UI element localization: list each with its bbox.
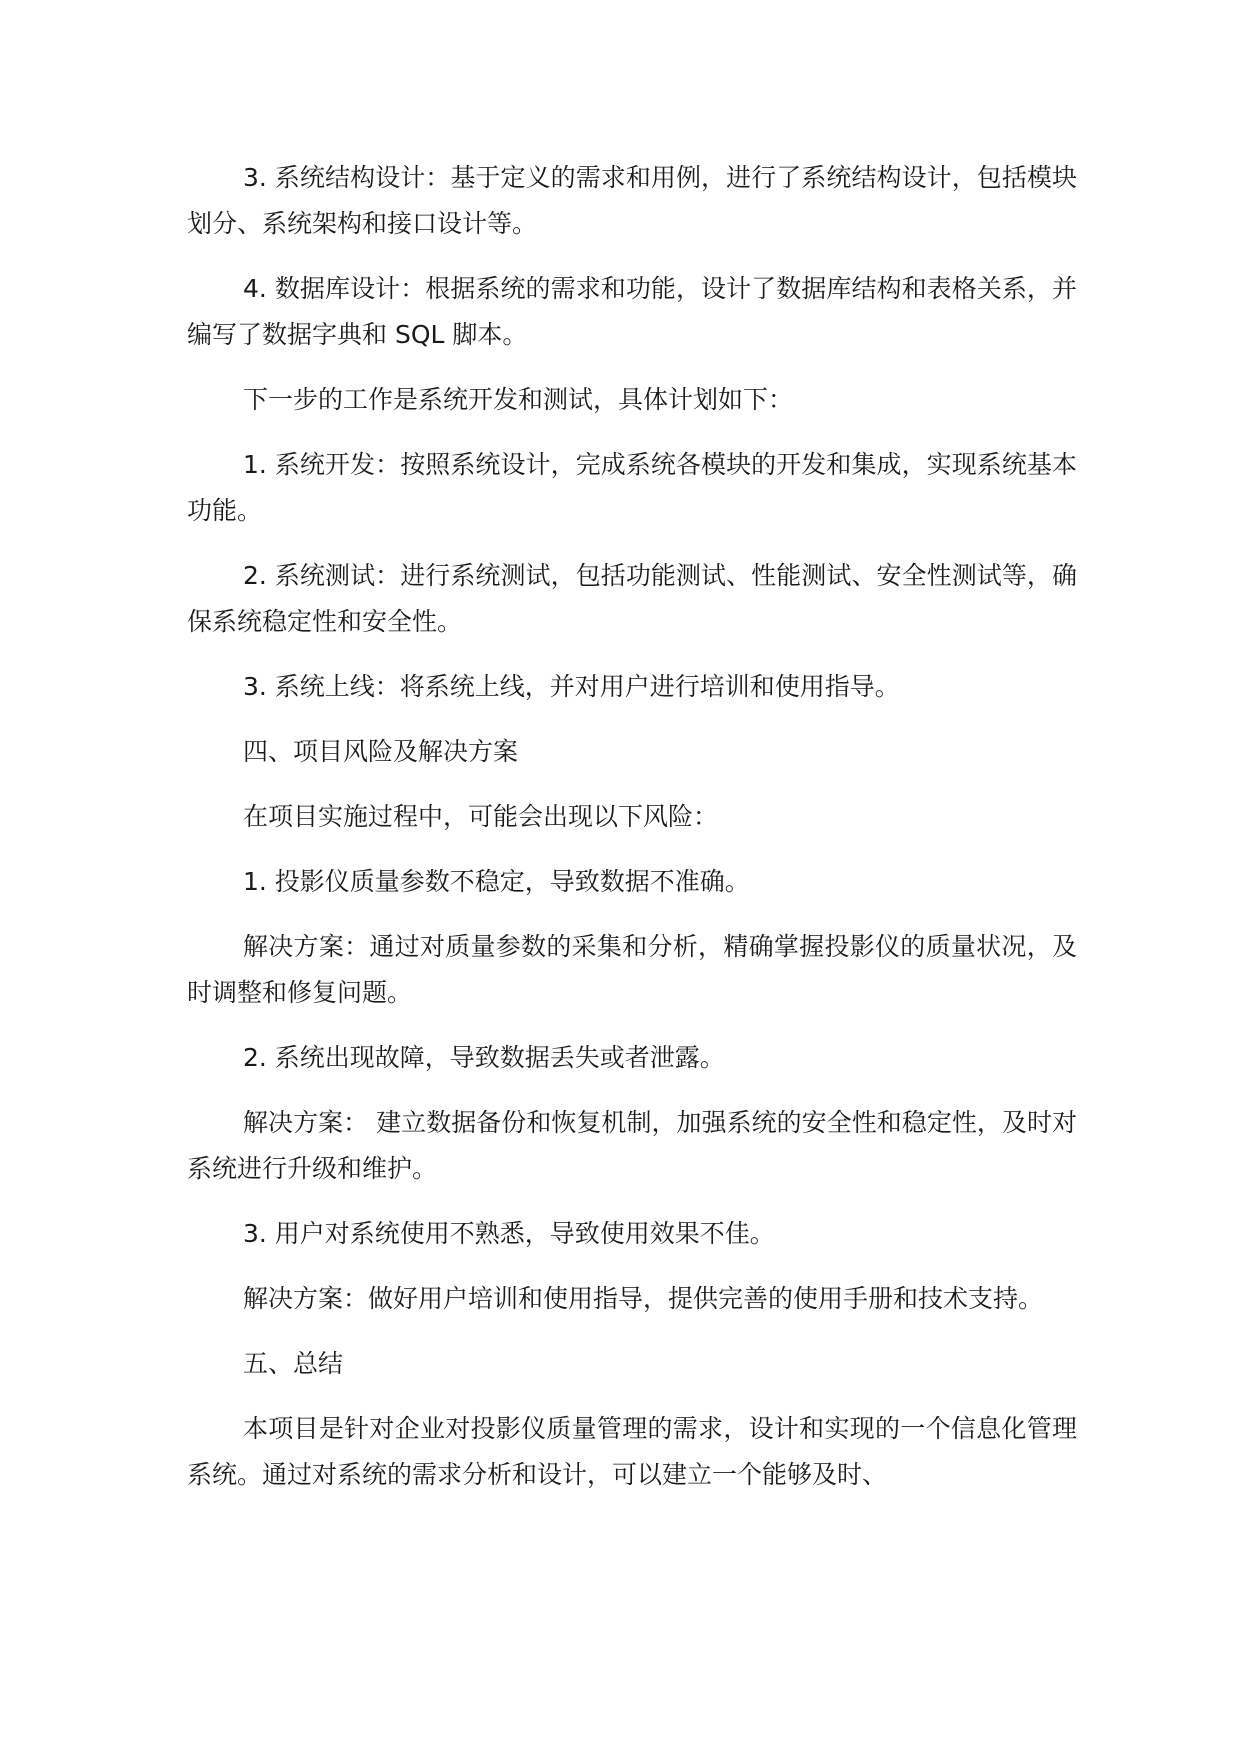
paragraph-system-structure-design: 3. 系统结构设计：基于定义的需求和用例，进行了系统结构设计，包括模块划分、系统架构和接口设计等。 <box>187 163 1077 238</box>
paragraph-database-design: 4. 数据库设计：根据系统的需求和功能，设计了数据库结构和表格关系，并编写了数据字典和 SQL 脚本。 <box>187 274 1077 349</box>
document-body <box>187 155 1077 1517</box>
section-heading-risks: 四、项目风险及解决方案 <box>243 737 519 766</box>
paragraph-risks-intro: 在项目实施过程中，可能会出现以下风险： <box>243 802 719 831</box>
paragraph-risk-1: 1. 投影仪质量参数不稳定，导致数据不准确。 <box>243 867 750 896</box>
paragraph-risk-3: 3. 用户对系统使用不熟悉，导致使用效果不佳。 <box>243 1219 775 1248</box>
section-heading-summary: 五、总结 <box>243 1349 344 1378</box>
paragraph-solution-1: 解决方案：通过对质量参数的采集和分析，精确掌握投影仪的质量状况，及时调整和修复问题。 <box>187 932 1077 1007</box>
paragraph-system-testing: 2. 系统测试：进行系统测试，包括功能测试、性能测试、安全性测试等，确保系统稳定性和安全性。 <box>187 561 1077 636</box>
paragraph-risk-2: 2. 系统出现故障，导致数据丢失或者泄露。 <box>243 1043 725 1072</box>
paragraph-solution-3: 解决方案：做好用户培训和使用指导，提供完善的使用手册和技术支持。 <box>243 1284 1044 1313</box>
paragraph-next-steps: 下一步的工作是系统开发和测试，具体计划如下： <box>243 385 794 414</box>
paragraph-system-development: 1. 系统开发：按照系统设计，完成系统各模块的开发和集成，实现系统基本功能。 <box>187 450 1077 525</box>
paragraph-solution-2: 解决方案： 建立数据备份和恢复机制，加强系统的安全性和稳定性，及时对系统进行升级和维护。 <box>187 1108 1077 1183</box>
paragraph-summary: 本项目是针对企业对投影仪质量管理的需求，设计和实现的一个信息化管理系统。通过对系统的需求分析和设计，可以建立一个能够及时、 <box>187 1414 1077 1489</box>
paragraph-system-launch: 3. 系统上线：将系统上线，并对用户进行培训和使用指导。 <box>243 672 900 701</box>
